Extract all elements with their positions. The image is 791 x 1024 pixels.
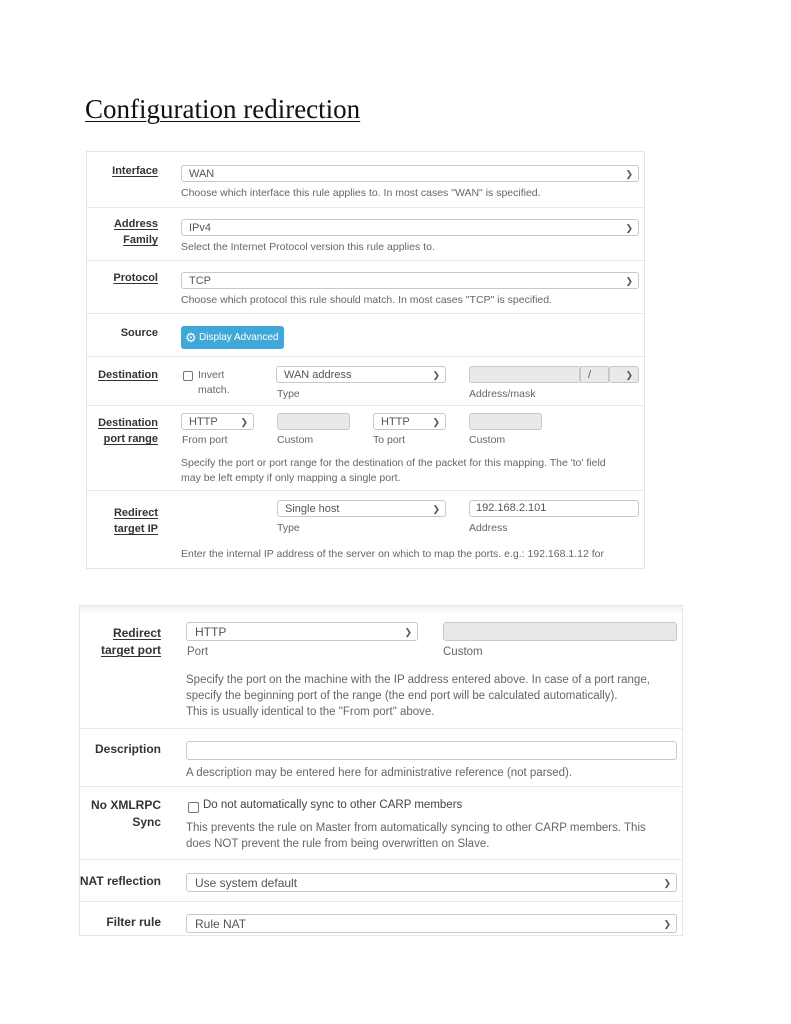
destination-port-range-help: Specify the port or port range for the destination of the packet for this mapping. The 'to' field may be left empty if only mapping a single port.: [181, 457, 606, 484]
nat-reflection-value: Use system default: [195, 876, 298, 890]
destination-port-range-row: [87, 406, 644, 491]
redirect-port-caption: Port: [187, 646, 209, 658]
redirect-ip-address-caption: Address: [469, 522, 508, 534]
destination-mask-separator: /: [580, 366, 609, 383]
description-row: [80, 729, 682, 787]
nat-reflection-row: [80, 860, 682, 902]
to-port-value: HTTP: [381, 416, 410, 428]
chevron-down-icon: ❯: [663, 878, 671, 888]
to-port-select[interactable]: [373, 413, 446, 430]
display-advanced-label: Display Advanced: [199, 332, 279, 343]
interface-value: WAN: [189, 168, 215, 180]
from-port-select[interactable]: [181, 413, 254, 430]
description-label: Description: [94, 742, 161, 756]
display-advanced-button[interactable]: [181, 326, 284, 349]
description-help: A description may be entered here for administrative reference (not parsed).: [186, 767, 573, 779]
no-xmlrpc-sync-checkbox[interactable]: [188, 802, 199, 813]
nat-form-panel-bottom: [80, 606, 682, 935]
chevron-down-icon: ❯: [625, 223, 633, 233]
protocol-select[interactable]: [181, 272, 639, 289]
chevron-down-icon: ❯: [432, 417, 440, 427]
from-port-value: HTTP: [189, 416, 218, 428]
destination-type-select[interactable]: [276, 366, 446, 383]
interface-label: Interface: [112, 165, 158, 177]
no-xmlrpc-sync-row: [80, 787, 682, 860]
redirect-target-ip-row: [87, 491, 644, 568]
redirect-target-ip-label: Redirect target IP: [113, 507, 158, 535]
invert-match-label: Invert match.: [198, 369, 230, 396]
interface-row: [87, 152, 644, 208]
gear-icon: ⚙: [185, 330, 197, 345]
no-xmlrpc-sync-label: No XMLRPC Sync: [91, 798, 161, 829]
address-family-help: Select the Internet Protocol version this rule applies to.: [181, 241, 435, 253]
from-port-custom-caption: Custom: [277, 434, 314, 446]
filter-rule-select[interactable]: [186, 914, 677, 933]
address-family-select[interactable]: [181, 219, 639, 236]
filter-rule-label: Filter rule: [106, 915, 161, 929]
destination-address-caption: Address/mask: [469, 388, 536, 400]
redirect-port-custom-caption: Custom: [443, 646, 483, 658]
chevron-down-icon: ❯: [663, 919, 671, 929]
chevron-down-icon: ❯: [432, 504, 440, 514]
destination-label: Destination: [98, 369, 158, 381]
redirect-target-port-help: Specify the port on the machine with the IP address entered above. In case of a port range, specify the beginning port of the range (the end port will be calculated automatically). This is usually identical to the "From port" above.: [186, 674, 650, 718]
chevron-down-icon: ❯: [432, 370, 440, 380]
document-title: Configuration redirection: [85, 94, 361, 124]
chevron-down-icon: ❯: [625, 370, 633, 380]
to-port-custom-input[interactable]: [469, 413, 542, 430]
redirect-ip-type-select[interactable]: [277, 500, 446, 517]
destination-row: [87, 357, 644, 406]
chevron-down-icon: ❯: [240, 417, 248, 427]
source-label: Source: [120, 327, 158, 339]
redirect-port-custom-input[interactable]: [443, 622, 677, 641]
protocol-row: [87, 261, 644, 314]
to-port-custom-caption: Custom: [469, 434, 506, 446]
redirect-ip-type-value: Single host: [285, 503, 340, 515]
address-family-value: IPv4: [189, 222, 212, 234]
address-family-label: Address Family: [113, 218, 158, 246]
nat-reflection-label: NAT reflection: [80, 874, 161, 888]
no-xmlrpc-sync-checkbox-label: Do not automatically sync to other CARP members: [203, 799, 463, 811]
redirect-port-select[interactable]: [186, 622, 418, 641]
protocol-help: Choose which protocol this rule should match. In most cases "TCP" is specified.: [181, 294, 553, 306]
nat-reflection-select[interactable]: [186, 873, 677, 892]
chevron-down-icon: ❯: [625, 276, 633, 286]
destination-address-input[interactable]: [469, 366, 580, 383]
destination-type-value: WAN address: [284, 369, 352, 381]
invert-match-checkbox[interactable]: [183, 371, 193, 381]
chevron-down-icon: ❯: [625, 169, 633, 179]
nat-form-panel-top: [87, 152, 644, 568]
redirect-ip-address-value: 192.168.2.101: [476, 502, 547, 514]
redirect-port-value: HTTP: [195, 625, 227, 639]
interface-help: Choose which interface this rule applies to. In most cases "WAN" is specified.: [181, 187, 541, 199]
redirect-target-port-label: Redirect target port: [101, 626, 161, 657]
destination-port-range-label: Destination port range: [98, 417, 158, 445]
filter-rule-value: Rule NAT: [195, 917, 247, 931]
redirect-target-port-row: [80, 606, 682, 729]
chevron-down-icon: ❯: [404, 627, 412, 637]
redirect-ip-type-caption: Type: [277, 522, 300, 534]
to-port-caption: To port: [373, 434, 406, 446]
protocol-label: Protocol: [113, 272, 158, 284]
description-input[interactable]: [186, 741, 677, 760]
redirect-target-ip-help: Enter the internal IP address of the server on which to map the ports. e.g.: 192.168.1.12 for: [181, 548, 604, 560]
from-port-caption: From port: [182, 434, 228, 446]
address-family-row: [87, 208, 644, 261]
no-xmlrpc-sync-help: This prevents the rule on Master from automatically syncing to other CARP members. This does NOT prevent the rule from being overwritten on Slave.: [186, 822, 646, 850]
destination-mask-select[interactable]: [609, 366, 639, 383]
redirect-ip-address-input[interactable]: [469, 500, 639, 517]
source-row: [87, 314, 644, 357]
from-port-custom-input[interactable]: [277, 413, 350, 430]
filter-rule-row: [80, 902, 682, 935]
interface-select[interactable]: [181, 165, 639, 182]
protocol-value: TCP: [189, 275, 211, 287]
destination-type-caption: Type: [277, 388, 300, 400]
